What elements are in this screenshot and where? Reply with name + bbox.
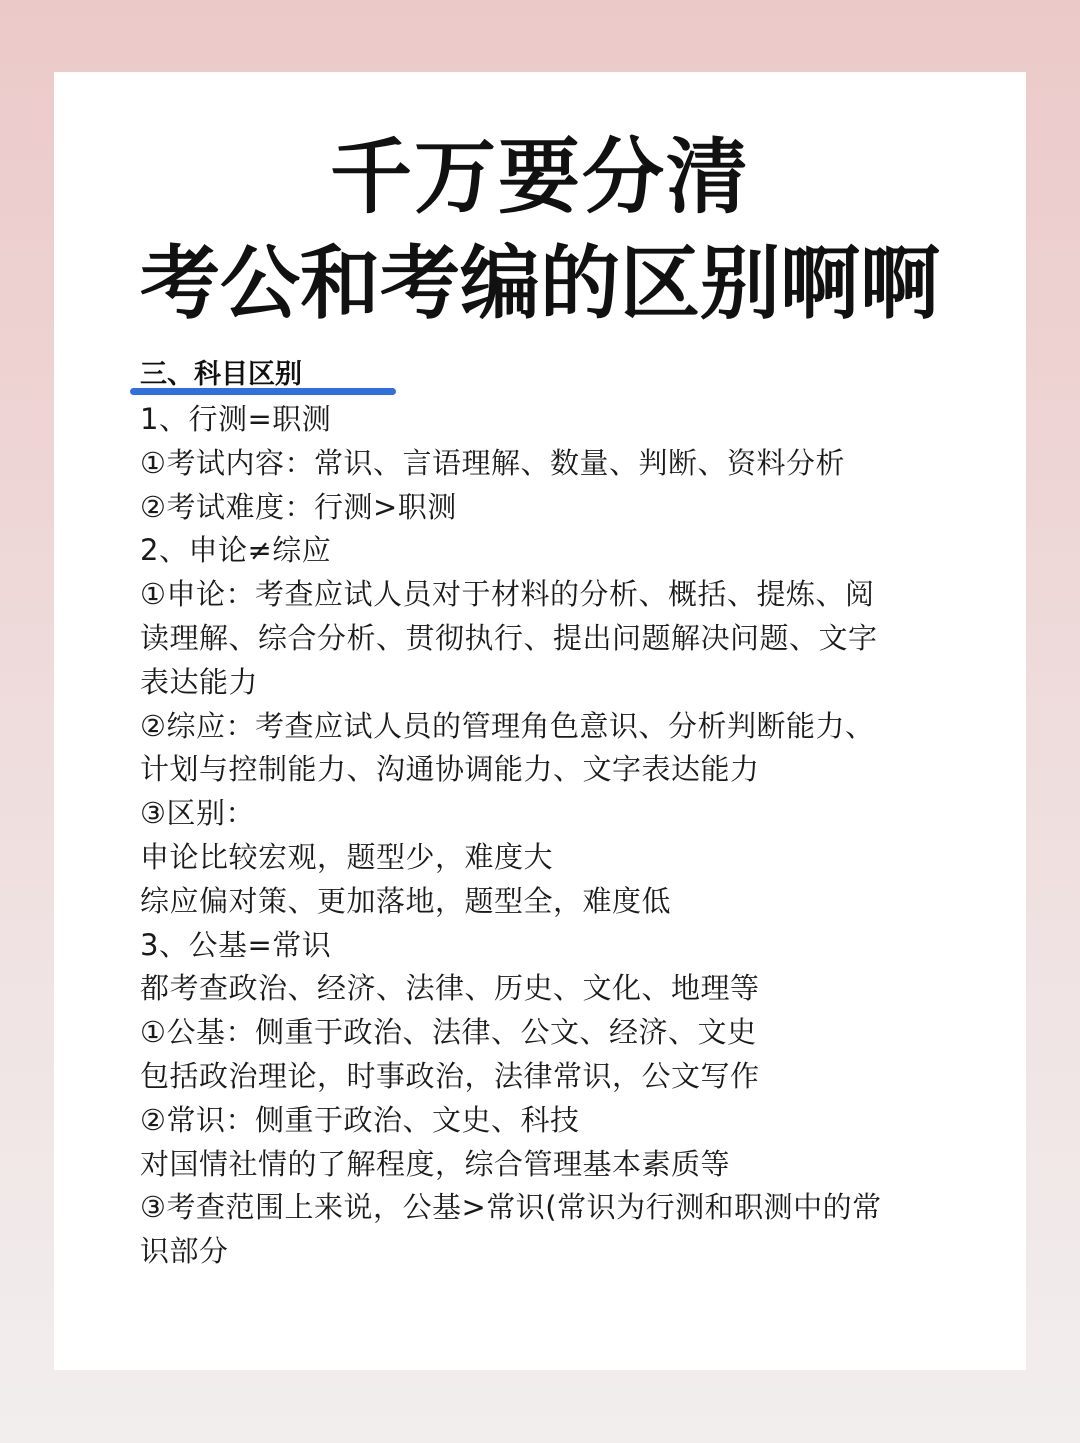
text-line: 识部分 [140, 1234, 229, 1269]
text-line: 都考查政治、经济、法律、历史、文化、地理等 [140, 971, 760, 1006]
text-line: 对国情社情的了解程度，综合管理基本素质等 [140, 1146, 731, 1181]
text-line: 读理解、综合分析、贯彻执行、提出问题解决问题、文字 [140, 620, 878, 655]
page-title-line-1: 千万要分清 [329, 130, 750, 225]
text-line: ②考试难度：行测>职测 [140, 489, 457, 524]
content-card [54, 72, 1026, 1370]
text-line: 申论比较宏观，题型少，难度大 [140, 839, 554, 874]
text-line: ①公基：侧重于政治、法律、公文、经济、文史 [140, 1015, 757, 1050]
text-line: ③区别： [140, 796, 255, 831]
text-line: ①申论：考查应试人员对于材料的分析、概括、提炼、阅 [140, 577, 875, 612]
section-heading: 三、科目区别 [140, 359, 302, 390]
body-text-list [140, 398, 940, 1274]
text-line: 综应偏对策、更加落地，题型全，难度低 [140, 883, 672, 918]
text-line: 3、公基=常识 [140, 927, 332, 962]
text-line: 计划与控制能力、沟通协调能力、文字表达能力 [140, 752, 760, 787]
text-line: ②常识：侧重于政治、文史、科技 [140, 1102, 580, 1137]
text-line: 1、行测=职测 [140, 402, 332, 436]
text-line: ①考试内容：常识、言语理解、数量、判断、资料分析 [140, 445, 845, 480]
text-line: 包括政治理论，时事政治，法律常识，公文写作 [140, 1058, 760, 1093]
text-line: ③考查范围上来说，公基>常识(常识为行测和职测中的常 [140, 1190, 882, 1225]
text-line: ②综应：考查应试人员的管理角色意识、分析判断能力、 [140, 708, 875, 743]
page-title-line-2: 考公和考编的区别啊啊 [140, 237, 940, 330]
text-line: 2、申论≠综应 [140, 533, 332, 568]
text-line: 表达能力 [140, 664, 259, 699]
